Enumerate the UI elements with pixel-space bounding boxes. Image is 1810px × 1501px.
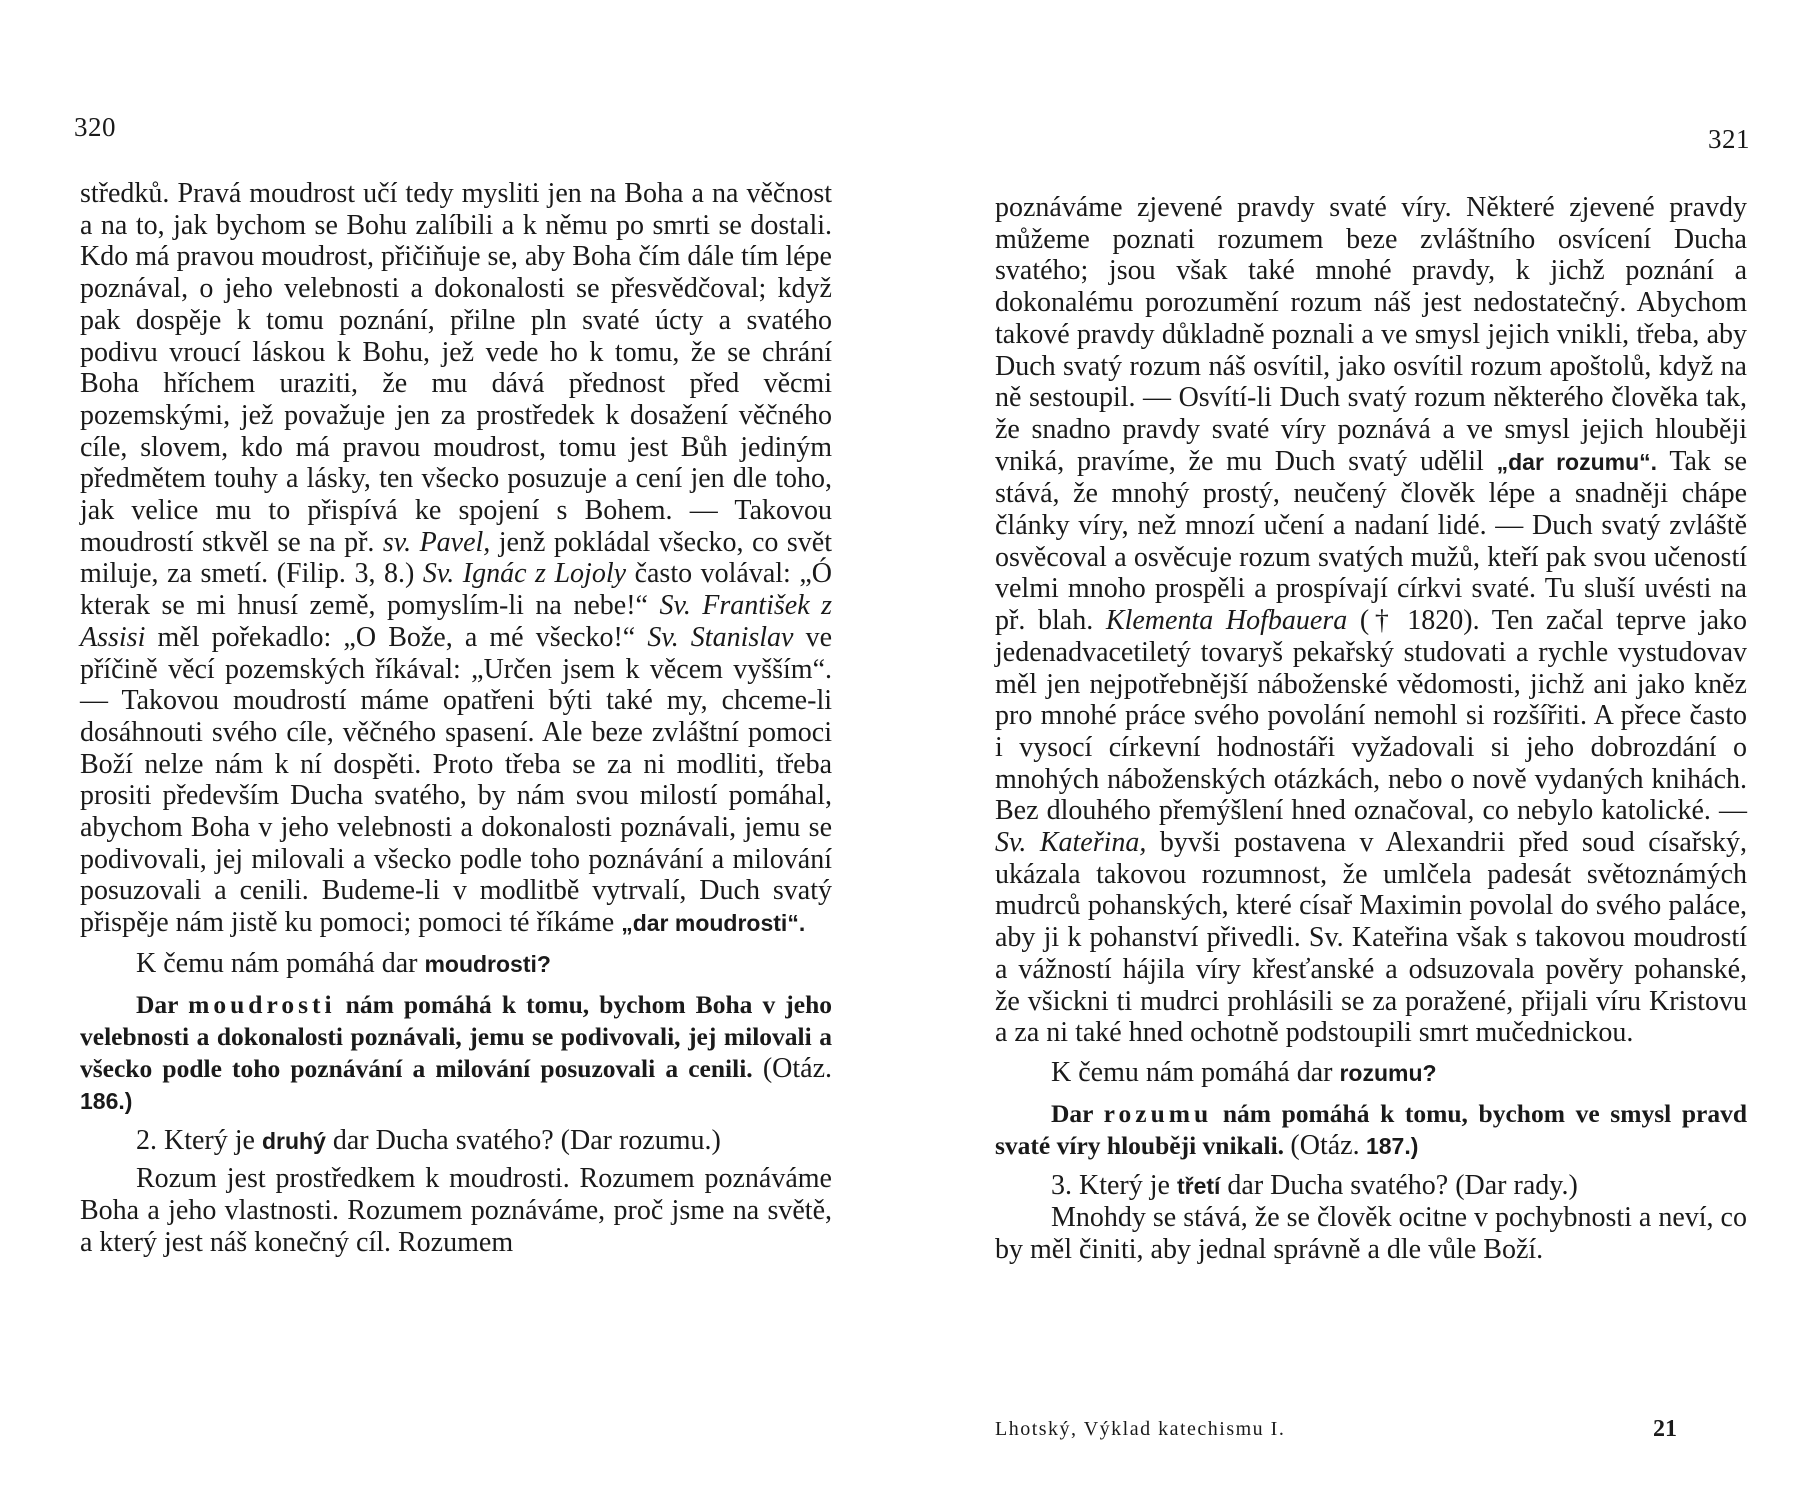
right-page bbox=[905, 0, 1810, 1501]
page-number: 321 bbox=[1708, 124, 1750, 154]
page-text bbox=[995, 192, 1747, 1266]
signature-mark: 21 bbox=[1653, 1416, 1677, 1442]
question: 2. Který je druhý dar Ducha svatého? (Dar rozumu.) bbox=[136, 1124, 721, 1156]
footer-author: Lhotský, Výklad katechismu I. bbox=[995, 1418, 1286, 1440]
paragraph: Mnohdy se stává, že se člověk ocitne v pochybnosti a neví, co by měl činiti, aby jednal správně a dle vůle Boží. bbox=[995, 1202, 1747, 1266]
question: K čemu nám pomáhá dar moudrosti? bbox=[136, 947, 551, 979]
answer: Dar rozumu nám pomáhá k tomu, bychom ve smysl pravd svaté víry hlouběji vnikali. (Otáz. 187.) bbox=[995, 1098, 1747, 1161]
answer: Dar moudrosti nám pomáhá k tomu, bychom Boha v jeho velebnosti a dokonalosti poznávali, jemu se podivovali, jej milovali a všecko podle toho poznávání a milování posuzovali a cenili. (Otáz. 186.) bbox=[80, 989, 833, 1114]
question: 3. Který je třetí dar Ducha svatého? (Dar rady.) bbox=[1051, 1169, 1578, 1201]
page-text bbox=[80, 178, 832, 1258]
paragraph: Rozum jest prostředkem k moudrosti. Rozumem poznáváme Boha a jeho vlastnosti. Rozumem poznáváme, proč jsme na světě, a který jest náš konečný cíl. Rozumem bbox=[80, 1163, 832, 1258]
page-footer bbox=[995, 1418, 1747, 1448]
page-number: 320 bbox=[74, 112, 116, 142]
paragraph: poznáváme zjevené pravdy svaté víry. Některé zjevené pravdy můžeme poznati rozumem beze zvláštního osvícení Ducha svatého; jsou však také mnohé pravdy, k jichž poznání a dokonalému porozumění rozum náš jest nedostatečný. Abychom takové pravdy důkladně poznali a ve smysl jejich vnikli, třeba, aby Duch svatý rozum náš osvítil, jako osvítil rozum apoštolů, když na ně sestoupil. — Osvítí-li Duch svatý rozum některého člověka tak, že snadno pravdy svaté víry poznává a ve smysl jejich hlouběji vniká, pravíme, že mu Duch svatý udělil „dar rozumu“. Tak se stává, že mnohý prostý, neučený člověk lépe a snadněji chápe články víry, než mnozí učení a nadaní lidé. — Duch svatý zvláště osvěcoval a osvěcuje rozum svatých mužů, kteří pak svou učeností velmi mnoho prospěli a prospívají církvi svaté. Tu sluší uvésti na př. blah. Klementa Hofbauera († 1820). Ten začal teprve jako jedenadvacetiletý tovaryš pekařský studovati a rychle vystudovav měl jen nejpotřebnější náboženské vědomosti, jichž ani jako kněz pro mnohé práce svého povolání nemohl si rozšířiti. A přece často i vysocí církevní hodnostáři vyžadovali si jeho dobrozdání o mnohých náboženských otázkách, nebo o nově vydaných knihách. Bez dlouhého přemýšlení hned označoval, co nebylo katolické. — Sv. Kateřina, byvši postavena v Alexandrii před soud císařský, ukázala takovou rozumnost, že umlčela padesát světoznámých mudrců pohanských, které císař Maximin povolal do svého paláce, aby ji k pohanství přivedli. Sv. Kateřina však s takovou moudrostí a vážností hájila víry křesťanské a odsuzovala pověry pohanské, že všickni ti mudrci prohlásili se za poražené, přijali víru Kristovu a za ni také hned ochotně podstoupili smrt mučednickou. bbox=[995, 192, 1748, 1049]
paragraph: středků. Pravá moudrost učí tedy mysliti jen na Boha a na věčnost a na to, jak bychom se Bohu zalíbili a k němu po smrti se dostali. Kdo má pravou moudrost, přičiňuje se, aby Boha čím dále tím lépe poznával, o jeho velebnosti a dokonalosti se přesvědčoval; když pak dospěje k tomu poznání, přilne pln svaté úcty a svatého podivu vroucí láskou k Bohu, jež vede ho k tomu, že se chrání Boha hříchem uraziti, že mu dává přednost před věcmi pozemskými, jež považuje jen za prostředek k dosažení věčného cíle, slovem, kdo má pravou moudrost, tomu jest Bůh jediným předmětem touhy a lásky, ten všecko posuzuje a cení jen dle toho, jak velice mu to přispívá ke spojení s Bohem. — Takovou moudrostí stkvěl se na př. sv. Pavel, jenž pokládal všecko, co svět miluje, za smetí. (Filip. 3, 8.) Sv. Ignác z Lojoly často volával: „Ó kterak se mi hnusí země, pomyslím-li na nebe!“ Sv. František z Assisi měl pořekadlo: „O Bože, a mé všecko!“ Sv. Stanislav ve příčině věcí pozemských říkával: „Určen jsem k věcem vyšším“. — Takovou moudrostí máme opatřeni býti také my, chceme-li dosáhnouti svého cíle, věčného spasení. Ale beze zvláštní pomoci Boží nelze nám k ní dospěti. Proto třeba se za ni modliti, třeba prositi především Ducha svatého, by nám svou milostí pomáhal, abychom Boha v jeho velebnosti a dokonalosti poznávali, jemu se podivovali, jej milovali a všecko podle toho poznávání a milování posuzovali a cenili. Budeme-li v modlitbě vytrvalí, Duch svatý přispěje nám jistě ku pomoci; pomoci té říkáme „dar moudrosti“. bbox=[80, 178, 833, 939]
question: K čemu nám pomáhá dar rozumu? bbox=[1051, 1056, 1437, 1088]
